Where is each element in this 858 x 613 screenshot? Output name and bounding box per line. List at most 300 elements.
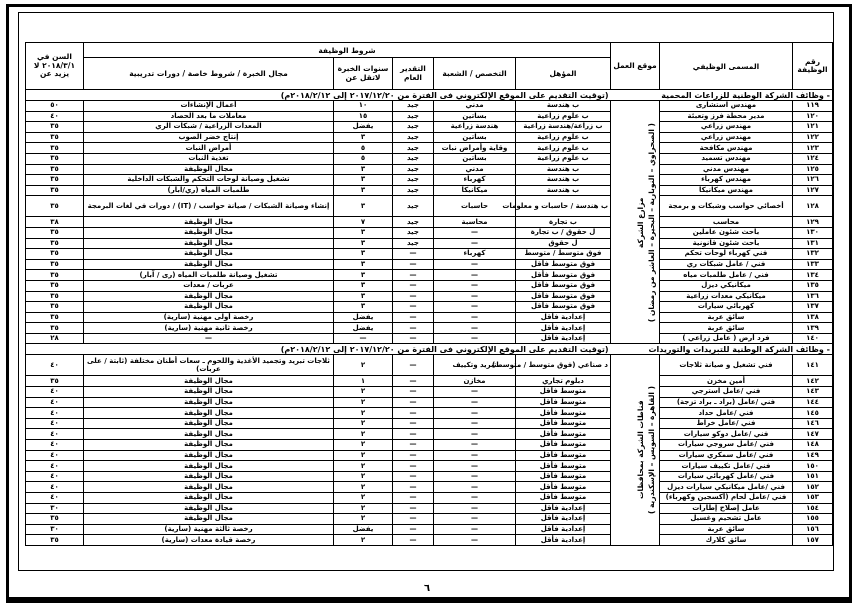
- experience-field: طلمبات المياه (ري/آبار): [84, 185, 334, 196]
- section-period: (توقيت التقديم على الموقع الإلكتروني فى الفترة من ٢٠١٧/١٢/٢٠ إلى ٢٠١٨/٢/١٢م): [26, 344, 611, 355]
- page-number: ٦: [424, 583, 431, 594]
- job-number: ١٥٧: [793, 535, 833, 546]
- job-number: ١٢٧: [793, 185, 833, 196]
- job-title: فني /عامل تكييف سيارات: [660, 461, 793, 472]
- specialization: هندسة زراعية: [434, 122, 516, 133]
- max-age: ٤٠: [26, 408, 84, 419]
- max-age: ٤٠: [26, 471, 84, 482]
- experience-years: يفضل: [334, 524, 393, 535]
- job-number: ١٣٦: [793, 291, 833, 302]
- job-title: سائق عربة: [660, 524, 793, 535]
- grade: —: [393, 461, 434, 472]
- max-age: ٤٠: [26, 111, 84, 122]
- table-row: [26, 323, 833, 334]
- experience-field: —: [84, 333, 334, 344]
- table-row: [26, 524, 833, 535]
- job-number: ١٣٤: [793, 270, 833, 281]
- table-row: [26, 164, 833, 175]
- max-age: ٣٨: [26, 217, 84, 228]
- job-number: ١١٩: [793, 101, 833, 112]
- specialization: —: [434, 323, 516, 334]
- experience-field: ثلاجات تبريد وتجميد الأغذية واللحوم ـ سعات أطنان مختلفة (ثابتة / على عربات): [84, 355, 334, 376]
- job-title: سائق عربة: [660, 312, 793, 323]
- experience-years: ٢: [334, 387, 393, 398]
- specialization: —: [434, 514, 516, 525]
- qualification: إعدادية فأقل: [516, 535, 611, 546]
- job-number: ١٤١: [793, 355, 833, 376]
- grade: جيد: [393, 185, 434, 196]
- job-title: فرد أرض ( عامل زراعي ): [660, 333, 793, 344]
- max-age: ٣٥: [26, 302, 84, 313]
- grade: —: [393, 312, 434, 323]
- job-number: ١٢٦: [793, 175, 833, 186]
- qualification: فوق متوسط فأقل: [516, 291, 611, 302]
- specialization: —: [434, 493, 516, 504]
- max-age: ٤٠: [26, 482, 84, 493]
- table-row: [26, 333, 833, 344]
- specialization: —: [434, 291, 516, 302]
- table-row: [26, 302, 833, 313]
- experience-field: رخصة أولى مهنية (سارية): [84, 312, 334, 323]
- table-row: [26, 376, 833, 387]
- grade: —: [393, 440, 434, 451]
- qualification: ب علوم زراعية: [516, 132, 611, 143]
- location-main: مزارع الشركة: [636, 196, 645, 248]
- specialization: مخازن: [434, 376, 516, 387]
- qualification: ب تجارة: [516, 217, 611, 228]
- specialization: بساتين: [434, 111, 516, 122]
- qualification: ب هندسة: [516, 175, 611, 186]
- job-title: فني / عامل طلمبات مياه: [660, 270, 793, 281]
- grade: —: [393, 323, 434, 334]
- grade: —: [393, 302, 434, 313]
- experience-field: مجال الوظيفة: [84, 397, 334, 408]
- experience-field: المعدات الزراعية / شبكات الري: [84, 122, 334, 133]
- experience-field: مجال الوظيفة: [84, 482, 334, 493]
- experience-years: ٣: [334, 291, 393, 302]
- experience-field: مجال الوظيفة: [84, 493, 334, 504]
- experience-field: معاملات ما بعد الحصاد: [84, 111, 334, 122]
- specialization: —: [434, 333, 516, 344]
- experience-years: يفضل: [334, 323, 393, 334]
- specialization: كهرباء: [434, 175, 516, 186]
- job-title: فني / عامل شبكات ري: [660, 259, 793, 270]
- qualification: ب علوم زراعية: [516, 153, 611, 164]
- grade: جيد: [393, 143, 434, 154]
- job-number: ١٥٠: [793, 461, 833, 472]
- max-age: ٣٥: [26, 132, 84, 143]
- experience-years: ٣: [334, 132, 393, 143]
- experience-field: مجال الوظيفة: [84, 217, 334, 228]
- table-row: [26, 535, 833, 546]
- specialization: مدني: [434, 101, 516, 112]
- header-experience-field: مجال الخبرة / شروط خاصة / دورات تدريبية: [84, 58, 334, 90]
- max-age: ٥٠: [26, 101, 84, 112]
- job-number: ١٢٤: [793, 153, 833, 164]
- experience-years: ٣: [334, 238, 393, 249]
- experience-field: مجال الوظيفة: [84, 503, 334, 514]
- table-row: [26, 503, 833, 514]
- max-age: ٣٠: [26, 524, 84, 535]
- grade: —: [393, 429, 434, 440]
- job-number: ١٣٠: [793, 227, 833, 238]
- grade: جيد: [393, 132, 434, 143]
- experience-field: مجال الوظيفة: [84, 440, 334, 451]
- experience-field: مجال الوظيفة: [84, 259, 334, 270]
- table-row: [26, 493, 833, 504]
- table-row: [26, 355, 833, 376]
- experience-field: مجال الوظيفة: [84, 302, 334, 313]
- specialization: —: [434, 238, 516, 249]
- grade: —: [393, 333, 434, 344]
- grade: —: [393, 355, 434, 376]
- experience-years: ٣: [334, 259, 393, 270]
- experience-field: رخصة ثانية مهنية (سارية): [84, 323, 334, 334]
- experience-years: يفضل: [334, 312, 393, 323]
- grade: —: [393, 408, 434, 419]
- job-number: ١٢٢: [793, 132, 833, 143]
- specialization: مدني: [434, 164, 516, 175]
- table-row: [26, 397, 833, 408]
- grade: —: [393, 482, 434, 493]
- qualification: إعدادية فأقل: [516, 524, 611, 535]
- qualification: فوق متوسط / متوسط: [516, 249, 611, 260]
- specialization: —: [434, 440, 516, 451]
- header-job-number: رقم الوظيفة: [793, 43, 833, 90]
- grade: جيد: [393, 175, 434, 186]
- qualification: إعدادية فأقل: [516, 312, 611, 323]
- max-age: ٣٥: [26, 153, 84, 164]
- header-location: موقع العمل: [611, 43, 660, 90]
- section-title: - وظائف الشركة الوطنية للتبريدات والتوريدات: [611, 344, 833, 355]
- qualification: متوسط فأقل: [516, 440, 611, 451]
- qualification: متوسط فأقل: [516, 418, 611, 429]
- specialization: —: [434, 503, 516, 514]
- experience-field: تشغيل وصيانة لوحات التحكم والشبكات الداخلية: [84, 175, 334, 186]
- specialization: حاسبات: [434, 196, 516, 217]
- specialization: —: [434, 259, 516, 270]
- specialization: محاسبة: [434, 217, 516, 228]
- qualification: ب زراعة/هندسة زراعية: [516, 122, 611, 133]
- grade: —: [393, 270, 434, 281]
- job-title: فني /عامل سروجي سيارات: [660, 440, 793, 451]
- max-age: ٣٥: [26, 249, 84, 260]
- specialization: —: [434, 418, 516, 429]
- qualification: د صناعي (فوق متوسط / متوسط): [516, 355, 611, 376]
- grade: جيد: [393, 122, 434, 133]
- job-number: ١٣٨: [793, 312, 833, 323]
- qualification: دبلوم تجاري: [516, 376, 611, 387]
- job-title: محاسب: [660, 217, 793, 228]
- job-title: مدير محطة فرز وتعبئة: [660, 111, 793, 122]
- table-row: [26, 101, 833, 112]
- table-row: [26, 408, 833, 419]
- experience-field: مجال الوظيفة: [84, 429, 334, 440]
- max-age: ٣٥: [26, 175, 84, 186]
- job-number: ١٣١: [793, 238, 833, 249]
- job-title: مهندس مدني: [660, 164, 793, 175]
- job-title: مهندس ميكانيكا: [660, 185, 793, 196]
- jobs-table: [25, 42, 833, 546]
- job-title: فني /عامل سمكري سيارات: [660, 450, 793, 461]
- qualification: ل حقوق: [516, 238, 611, 249]
- qualification: ب علوم زراعية: [516, 111, 611, 122]
- table-row: [26, 461, 833, 472]
- max-age: ٣٥: [26, 291, 84, 302]
- job-number: ١٣٧: [793, 302, 833, 313]
- qualification: إعدادية فأقل: [516, 333, 611, 344]
- specialization: —: [434, 450, 516, 461]
- qualification: فوق متوسط فأقل: [516, 270, 611, 281]
- experience-field: مجال الوظيفة: [84, 418, 334, 429]
- table-row: [26, 143, 833, 154]
- experience-field: رخصة ثالثة مهنية (سارية): [84, 524, 334, 535]
- work-location: [611, 355, 660, 546]
- specialization: بساتين: [434, 153, 516, 164]
- experience-years: ٢: [334, 482, 393, 493]
- qualification: ب هندسة: [516, 101, 611, 112]
- specialization: —: [434, 302, 516, 313]
- job-number: ١٣٣: [793, 259, 833, 270]
- experience-years: ٣: [334, 280, 393, 291]
- job-title: ميكانيكي ديزل: [660, 280, 793, 291]
- max-age: ٤٠: [26, 429, 84, 440]
- max-age: ٢٨: [26, 333, 84, 344]
- job-title: أخصائي حواسب وشبكات و برمجة: [660, 196, 793, 217]
- job-number: ١٥٦: [793, 524, 833, 535]
- max-age: ٣٥: [26, 323, 84, 334]
- job-title: مهندس استشارى: [660, 101, 793, 112]
- section-header: [26, 90, 833, 101]
- experience-field: مجال الوظيفة: [84, 238, 334, 249]
- max-age: ٣٥: [26, 164, 84, 175]
- job-title: كهربائي سيارات: [660, 302, 793, 313]
- job-number: ١٥٣: [793, 493, 833, 504]
- experience-years: ٢: [334, 514, 393, 525]
- job-title: سائق عربة: [660, 323, 793, 334]
- job-number: ١٤٩: [793, 450, 833, 461]
- max-age: ٣٥: [26, 122, 84, 133]
- job-number: ١٢٩: [793, 217, 833, 228]
- experience-years: ٢: [334, 397, 393, 408]
- grade: جيد: [393, 153, 434, 164]
- job-title: ميكانيكي معدات زراعية: [660, 291, 793, 302]
- qualification: ب علوم زراعية: [516, 143, 611, 154]
- qualification: متوسط فأقل: [516, 493, 611, 504]
- qualification: إعدادية فأقل: [516, 503, 611, 514]
- specialization: —: [434, 387, 516, 398]
- experience-field: تشغيل وصيانة طلمبات المياه (رى / آبار): [84, 270, 334, 281]
- max-age: ٤٠: [26, 418, 84, 429]
- qualification: ب هندسة / حاسبات و معلومات: [516, 196, 611, 217]
- grade: —: [393, 397, 434, 408]
- specialization: —: [434, 312, 516, 323]
- qualification: متوسط فأقل: [516, 408, 611, 419]
- job-number: ١٣٥: [793, 280, 833, 291]
- table-row: [26, 227, 833, 238]
- grade: —: [393, 535, 434, 546]
- experience-years: ٢: [334, 418, 393, 429]
- experience-years: ٣: [334, 196, 393, 217]
- job-title: مهندس تسميد: [660, 153, 793, 164]
- table-row: [26, 429, 833, 440]
- experience-years: ٢: [334, 461, 393, 472]
- grade: جيد: [393, 196, 434, 217]
- job-number: ١٥٥: [793, 514, 833, 525]
- job-number: ١٤٧: [793, 429, 833, 440]
- specialization: —: [434, 524, 516, 535]
- experience-field: مجال الوظيفة: [84, 461, 334, 472]
- experience-years: ٢: [334, 471, 393, 482]
- job-title: فني تشغيل و صيانة ثلاجات: [660, 355, 793, 376]
- section-period: (توقيت التقديم على الموقع الإلكتروني فى الفترة من ٢٠١٧/١٢/٢٠ إلى ٢٠١٨/٢/١٢م): [26, 90, 611, 101]
- max-age: ٣٥: [26, 514, 84, 525]
- experience-years: ٢: [334, 503, 393, 514]
- location-detail: ( القاهرة – السويس – الإسكندرية ): [647, 386, 656, 515]
- specialization: كهرباء: [434, 249, 516, 260]
- table-row: [26, 111, 833, 122]
- experience-years: ٢: [334, 440, 393, 451]
- grade: جيد: [393, 217, 434, 228]
- header-job-title: المسمى الوظيفي: [660, 43, 793, 90]
- grade: —: [393, 280, 434, 291]
- experience-field: مجال الوظيفة: [84, 164, 334, 175]
- specialization: بساتين: [434, 132, 516, 143]
- job-title: مهندس مكافحة: [660, 143, 793, 154]
- job-number: ١٤٢: [793, 376, 833, 387]
- table-row: [26, 471, 833, 482]
- header-experience-years: سنوات الخبرة لاتقل عن: [334, 58, 393, 90]
- job-title: عامل إصلاح إطارات: [660, 503, 793, 514]
- job-number: ١٣٢: [793, 249, 833, 260]
- job-title: فني /عامل استرجي: [660, 387, 793, 398]
- experience-field: مجال الوظيفة: [84, 514, 334, 525]
- table-row: [26, 175, 833, 186]
- table-row: [26, 440, 833, 451]
- experience-years: —: [334, 333, 393, 344]
- work-location-text: [635, 386, 657, 514]
- max-age: ٣٥: [26, 238, 84, 249]
- qualification: فوق متوسط فأقل: [516, 302, 611, 313]
- specialization: —: [434, 461, 516, 472]
- job-title: سائق كلارك: [660, 535, 793, 546]
- max-age: ٤٠: [26, 493, 84, 504]
- experience-field: مجال الوظيفة: [84, 408, 334, 419]
- max-age: ٣٥: [26, 185, 84, 196]
- experience-years: ٥: [334, 153, 393, 164]
- experience-years: ١٥: [334, 111, 393, 122]
- max-age: ٣٥: [26, 376, 84, 387]
- job-number: ١٤٥: [793, 408, 833, 419]
- job-title: فني /عامل لحام (أكسجين وكهرباء): [660, 493, 793, 504]
- experience-field: مجال الوظيفة: [84, 249, 334, 260]
- grade: —: [393, 471, 434, 482]
- job-title: عامل تشحيم وغسيل: [660, 514, 793, 525]
- experience-field: مجال الوظيفة: [84, 387, 334, 398]
- table-row: [26, 280, 833, 291]
- qualification: متوسط فأقل: [516, 471, 611, 482]
- grade: —: [393, 249, 434, 260]
- job-title: فني /عامل خراط: [660, 418, 793, 429]
- experience-years: ٣: [334, 302, 393, 313]
- job-number: ١٤٣: [793, 387, 833, 398]
- specialization: —: [434, 408, 516, 419]
- qualification: متوسط فأقل: [516, 461, 611, 472]
- section-title: - وظائف الشركة الوطنية للزراعات المحمية: [611, 90, 833, 101]
- experience-years: ٣: [334, 164, 393, 175]
- experience-field: رخصة قيادة معدات (سارية): [84, 535, 334, 546]
- experience-years: ٢: [334, 429, 393, 440]
- experience-years: ٢: [334, 535, 393, 546]
- specialization: —: [434, 482, 516, 493]
- grade: جيد: [393, 227, 434, 238]
- grade: —: [393, 376, 434, 387]
- experience-years: يفضل: [334, 122, 393, 133]
- job-title: باحث شئون عاملين: [660, 227, 793, 238]
- experience-field: مجال الوظيفة: [84, 450, 334, 461]
- max-age: ٣٥: [26, 227, 84, 238]
- experience-years: ١٠: [334, 101, 393, 112]
- job-title: فني /عامل ميكانيكي سيارات ديزل: [660, 482, 793, 493]
- grade: —: [393, 503, 434, 514]
- experience-field: تغذية النبات: [84, 153, 334, 164]
- experience-field: مجال الوظيفة: [84, 471, 334, 482]
- max-age: ٣٥: [26, 143, 84, 154]
- job-title: فني /عامل حداد: [660, 408, 793, 419]
- location-main: فناطات الشركة بمحافظات: [636, 400, 645, 500]
- specialization: وقاية وأمراض نبات: [434, 143, 516, 154]
- max-age: ٣٥: [26, 270, 84, 281]
- experience-field: مجال الوظيفة: [84, 291, 334, 302]
- qualification: متوسط فأقل: [516, 450, 611, 461]
- job-number: ١٢٠: [793, 111, 833, 122]
- qualification: متوسط فأقل: [516, 482, 611, 493]
- job-number: ١٤٦: [793, 418, 833, 429]
- grade: —: [393, 259, 434, 270]
- specialization: —: [434, 397, 516, 408]
- grade: —: [393, 418, 434, 429]
- table-row: [26, 270, 833, 281]
- job-title: مهندس زراعي: [660, 122, 793, 133]
- table-row: [26, 418, 833, 429]
- grade: جيد: [393, 101, 434, 112]
- table-row: [26, 291, 833, 302]
- job-title: فني /عامل كهربائي سيارات: [660, 471, 793, 482]
- job-number: ١٥٢: [793, 482, 833, 493]
- specialization: —: [434, 227, 516, 238]
- grade: —: [393, 450, 434, 461]
- header-specialization: التخصص / الشعبة: [434, 58, 516, 90]
- qualification: متوسط فأقل: [516, 397, 611, 408]
- table-row: [26, 185, 833, 196]
- experience-field: أمراض النبات: [84, 143, 334, 154]
- table-row: [26, 238, 833, 249]
- experience-years: ٢: [334, 355, 393, 376]
- job-number: ١٣٩: [793, 323, 833, 334]
- job-number: ١٢١: [793, 122, 833, 133]
- max-age: ٣٥: [26, 196, 84, 217]
- table-row: [26, 122, 833, 133]
- location-detail: ( الصحراوي – النوبارية – البحيرة – العاشر من رمضان ): [647, 122, 656, 322]
- job-title: مهندس كهرباء: [660, 175, 793, 186]
- experience-years: ٣: [334, 270, 393, 281]
- job-title: أمين مخزن: [660, 376, 793, 387]
- experience-years: ٣: [334, 175, 393, 186]
- table-row: [26, 514, 833, 525]
- qualification: ل حقوق / ب تجارة: [516, 227, 611, 238]
- table-row: [26, 312, 833, 323]
- job-number: ١٢٥: [793, 164, 833, 175]
